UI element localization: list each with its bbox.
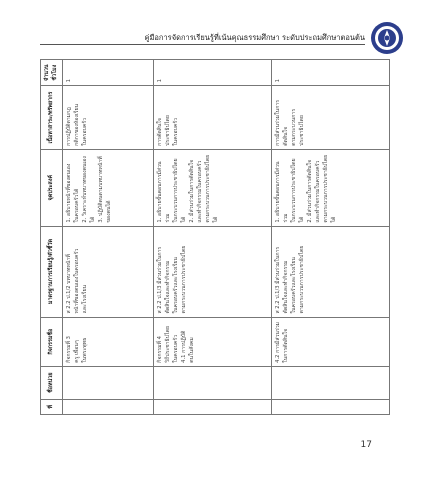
header-title: คู่มือการจัดการเรียนรู้ที่เน้นคุณธรรมศึกษา ระดับประถมศึกษาตอนต้น (144, 33, 365, 42)
page-number: 17 (360, 440, 372, 450)
table-row (271, 60, 389, 415)
cell-line: การตัดสินใจ (156, 118, 163, 146)
cell-line: ตามกระบวนการประชาธิปไตย (180, 245, 187, 314)
cell-line: และโรงเรียน (81, 284, 88, 314)
cell-line: ประชาธิปไตย (298, 115, 305, 146)
table-cell-objective (271, 149, 389, 226)
cell-line: ในครอบครัว (172, 334, 179, 363)
table-cell-standard (153, 226, 271, 317)
cell-line: ของตนได้ (106, 200, 113, 223)
cell-line: ตนในสังคม (188, 337, 195, 363)
table-cell-hours: 1 (271, 60, 389, 86)
cell-line: ในครอบครัว (172, 117, 179, 146)
cell-line: ตามกระบวนการ (290, 108, 297, 146)
table-cell-objective (153, 149, 271, 226)
cell-line: 4.2 การมีส่วนร่วม (274, 321, 281, 363)
table-cell-no (153, 399, 271, 414)
cell-line: 2. มีส่วนร่วมในการตัดสินใจ (188, 159, 195, 223)
cell-line: ส 2.2 ป.1/3 มีส่วนร่วมในการ (156, 246, 163, 314)
table-row (153, 60, 271, 415)
cell-line: 3. ปฏิบัติตนตามบทบาทหน้าที่ (98, 156, 104, 223)
column-header: ชื่อหน่วย (41, 366, 63, 399)
table-cell-unit (271, 366, 389, 399)
column-header: ที่ (41, 399, 63, 414)
cell-line: การมีส่วนร่วมในการ (274, 99, 281, 146)
cell-line: 1. อธิบายขั้นตอนการมีส่วนร่วม (274, 161, 289, 223)
cell-line: ในครอบครัว (81, 117, 88, 146)
column-header: เนื้อหาสาระ/ทรัพยากร (41, 86, 63, 150)
table-cell-standard (271, 226, 389, 317)
header-rule (40, 44, 365, 45)
cell-line: 2. มีส่วนร่วมในการตัดสินใจ (307, 159, 313, 223)
cell-line: ตามกระบวนการประชาธิปไตยได้ (204, 154, 219, 223)
cell-line: ตามกระบวนการประชาธิปไตยได้ (323, 154, 338, 223)
table-cell-hours: 1 (153, 60, 271, 86)
cell-line: ในกระบวนการประชาธิปไตยได้ (172, 158, 187, 223)
cell-line: กิจกรรมที่ 4 (156, 336, 163, 363)
cell-line: กิจกรรมที่ 3 (65, 336, 72, 363)
cell-line: ในครอบครัวได้ (73, 188, 80, 223)
cell-line: ตัดสินใจและทำกิจกรรม (164, 260, 171, 314)
cell-line: ตัดสินใจและทำกิจกรรม (282, 260, 289, 314)
institution-seal-icon (369, 20, 405, 56)
table-cell-no (271, 399, 389, 414)
table-cell-activity (62, 317, 153, 366)
cell-line: ส 2.2 ป.1/2 บทบาทหน้าที่ (65, 254, 72, 314)
cell-line: ส 2.2 ป.1/3 มีส่วนร่วมในการ (274, 246, 281, 314)
cell-line: วิถีประชาธิปไตย (164, 325, 171, 363)
cell-line: ตัดสินใจ (282, 126, 289, 146)
table-cell-content (62, 86, 153, 150)
table-cell-no (62, 399, 153, 414)
cell-line: ในการตัดสินใจ (282, 328, 289, 363)
cell-line: ในครอบครัวและโรงเรียน (172, 257, 179, 314)
column-header: กิจกรรมชื่อ (41, 317, 63, 366)
cell-line: ในกระบวนการประชาธิปไตยได้ (290, 158, 305, 223)
table-cell-objective (62, 149, 153, 226)
table-cell-activity (271, 317, 389, 366)
table-cell-standard (62, 226, 153, 317)
column-header: จำนวนชั่วโมง (41, 60, 63, 86)
table-cell-unit (62, 366, 153, 399)
cell-line: ครู เพื่อนๆ (73, 340, 80, 363)
cell-line: ประชาธิปไตย (164, 115, 171, 146)
table-cell-unit (153, 366, 271, 399)
cell-line: 4.1 การปฏิบัติ (180, 330, 187, 363)
cell-line: กติกาของห้องเรียน (73, 103, 80, 146)
cell-line: และทำกิจกรรมในครอบครัว (196, 160, 203, 223)
table-cell-content (153, 86, 271, 150)
cell-line: หน้าที่ของตนเองในครอบครัว (73, 248, 80, 314)
lesson-plan-table-container (40, 59, 390, 415)
rotated-table (40, 59, 390, 415)
cell-line: การปฏิบัติตามกฎ (65, 107, 72, 146)
table-row (62, 60, 153, 415)
table-header-row (41, 60, 63, 415)
table-cell-content (271, 86, 389, 150)
cell-line: ในครอบครัวและโรงเรียน (290, 257, 297, 314)
lesson-plan-table (40, 59, 390, 415)
cell-line: 1. อธิบายหน้าที่ของตนเอง (65, 163, 72, 223)
column-header: มาตรฐานการเรียนรู้/ตัวชี้วัด (41, 226, 63, 317)
cell-line: 1. อธิบายขั้นตอนการมีส่วนร่วม (156, 161, 171, 223)
cell-line: ตามกระบวนการประชาธิปไตย (298, 245, 305, 314)
cell-line: 2. วิเคราะห์บทบาทของตนเองได้ (81, 156, 96, 223)
cell-line: ในพระพุทธ (81, 337, 88, 363)
table-cell-activity (153, 317, 271, 366)
table-cell-hours: 1 (62, 60, 153, 86)
cell-line: และทำกิจกรรมในครอบครัว (315, 160, 322, 223)
column-header: จุดประสงค์ (41, 149, 63, 226)
